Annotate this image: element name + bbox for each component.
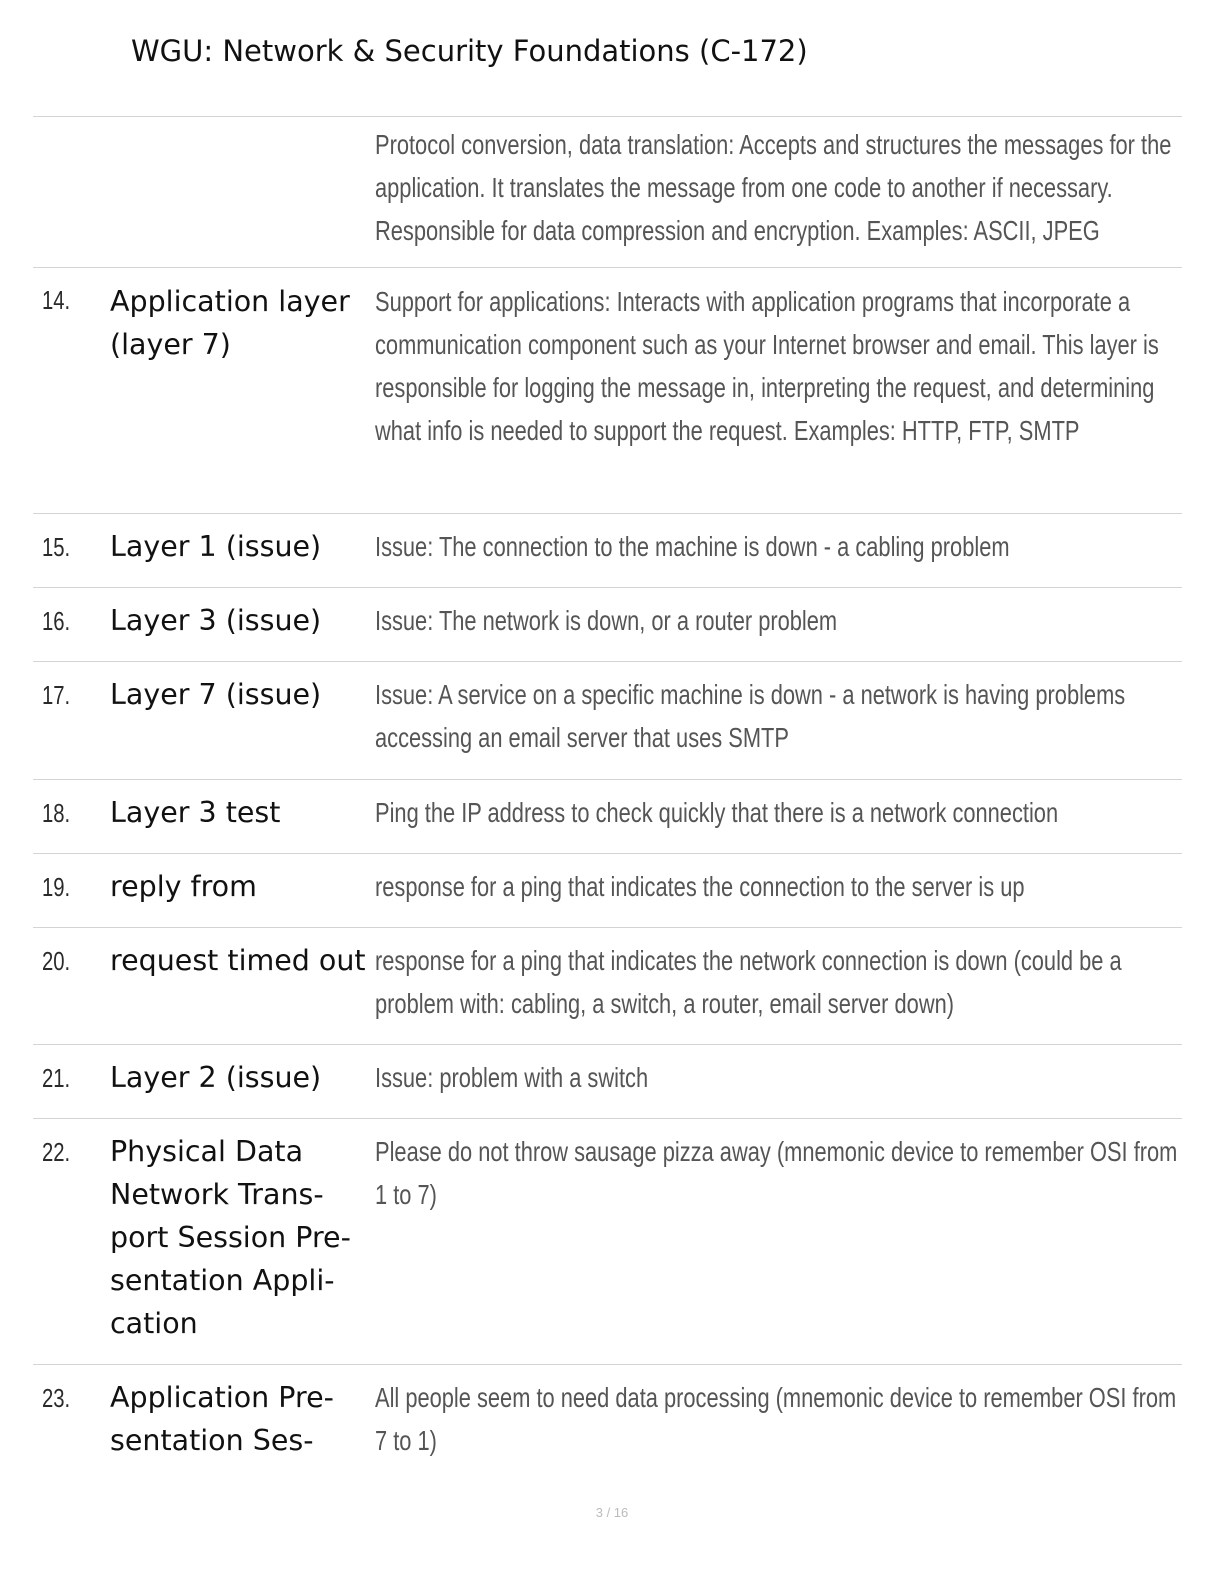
card-definition: response for a ping that indicates the network connection is down (could be a problem with: cabling, a switch, a router, email server down) bbox=[375, 945, 1122, 1019]
card-definition: response for a ping that indicates the connection to the server is up bbox=[375, 871, 1025, 902]
card-number: 16. bbox=[42, 606, 71, 636]
card-term: request timed out bbox=[110, 944, 366, 977]
card-definition: Issue: The connection to the machine is down - a cabling problem bbox=[375, 531, 1010, 562]
card-term: Layer 7 (issue) bbox=[110, 678, 322, 711]
flashcard-row bbox=[33, 268, 1182, 514]
flashcard-list bbox=[33, 116, 1182, 1475]
card-term: Layer 2 (issue) bbox=[110, 1061, 322, 1094]
card-definition: All people seem to need data processing (mnemonic device to remember OSI from 7 to 1) bbox=[375, 1382, 1177, 1456]
flashcard-row bbox=[33, 588, 1182, 662]
flashcard-row bbox=[33, 1365, 1182, 1475]
page-title: WGU: Network & Security Foundations (C-172) bbox=[131, 34, 808, 68]
flashcard-row bbox=[33, 514, 1182, 588]
flashcard-row bbox=[33, 1119, 1182, 1365]
card-term: Layer 1 (issue) bbox=[110, 530, 322, 563]
card-term: Layer 3 test bbox=[110, 796, 281, 829]
card-definition: Issue: A service on a specific machine is down - a network is having problems accessing an email server that uses SMTP bbox=[375, 679, 1126, 753]
card-term: Physical Data Network Trans-port Session Pre-sentation Appli-cation bbox=[110, 1135, 351, 1340]
card-number: 22. bbox=[42, 1137, 71, 1167]
card-definition: Issue: problem with a switch bbox=[375, 1062, 649, 1093]
flashcard-row bbox=[33, 928, 1182, 1045]
flashcard-row bbox=[33, 117, 1182, 268]
card-definition: Issue: The network is down, or a router problem bbox=[375, 605, 838, 636]
flashcard-row bbox=[33, 780, 1182, 854]
card-term: reply from bbox=[110, 870, 257, 903]
card-number: 15. bbox=[42, 532, 71, 562]
card-definition: Ping the IP address to check quickly that there is a network connection bbox=[375, 797, 1059, 828]
flashcard-row bbox=[33, 1045, 1182, 1119]
card-term: Application layer (layer 7) bbox=[110, 285, 350, 361]
card-number: 23. bbox=[42, 1383, 71, 1413]
card-number: 17. bbox=[42, 680, 71, 710]
card-definition: Please do not throw sausage pizza away (mnemonic device to remember OSI from 1 to 7) bbox=[375, 1136, 1178, 1210]
card-definition: Protocol conversion, data translation: Accepts and structures the messages for the application. It translates the message from one code to another if necessary. Responsible for data compression and encryption. Examples: ASCII, JPEG bbox=[375, 129, 1172, 246]
card-number: 18. bbox=[42, 798, 71, 828]
card-number: 14. bbox=[42, 285, 71, 315]
card-term: Application Pre-sentation Ses- bbox=[110, 1381, 334, 1457]
page-number: 3 / 16 bbox=[595, 1505, 629, 1520]
flashcard-row bbox=[33, 854, 1182, 928]
card-number: 19. bbox=[42, 872, 71, 902]
card-number: 21. bbox=[42, 1063, 71, 1093]
flashcard-row bbox=[33, 662, 1182, 780]
card-definition: Support for applications: Interacts with application programs that incorporate a communication component such as your Internet browser and email. This layer is responsible for logging the message in, interpreting the request, and determining what info is needed to support the request. Examples: HTTP, FTP, SMTP bbox=[375, 286, 1159, 446]
card-term: Layer 3 (issue) bbox=[110, 604, 322, 637]
card-number: 20. bbox=[42, 946, 71, 976]
